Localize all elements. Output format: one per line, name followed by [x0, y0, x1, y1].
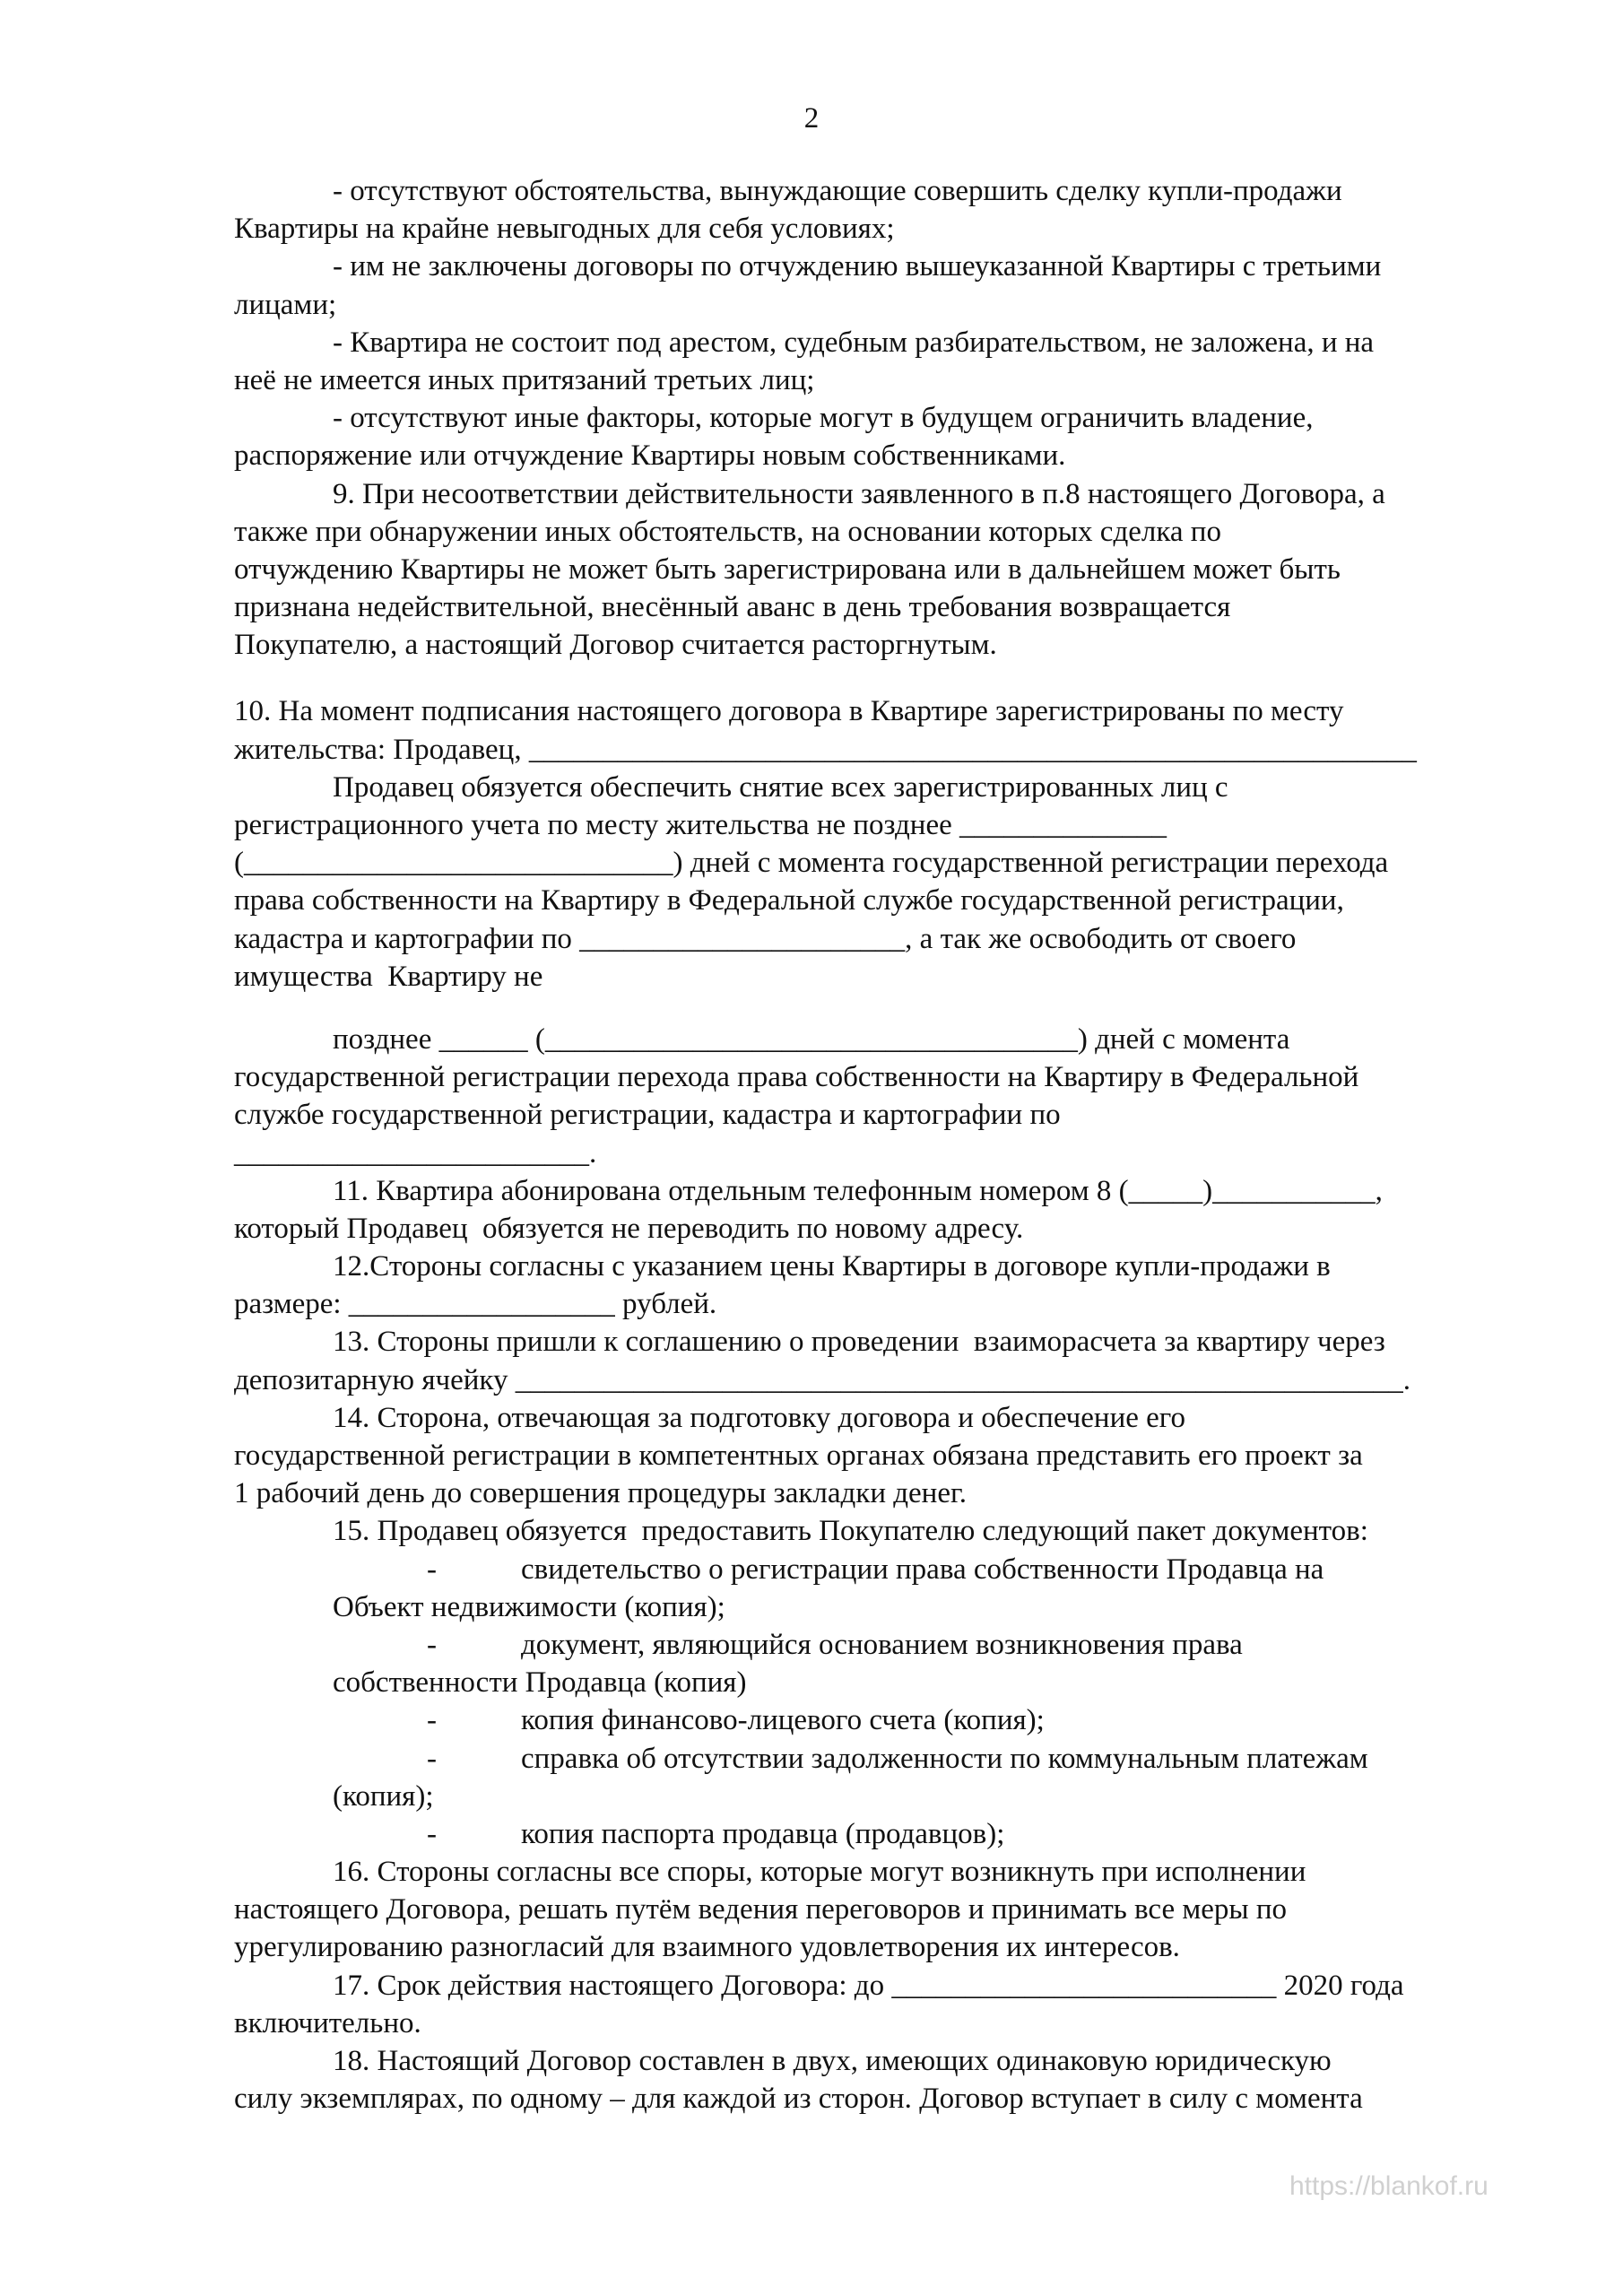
paragraph-gap [234, 996, 1507, 1021]
list-dash: - [427, 1742, 437, 1775]
clause-14-line: 14. Сторона, отвечающая за подготовку договора и обеспечение его [333, 1401, 1185, 1434]
clause-13-line: депозитарную ячейку ____________________________________________________________. [234, 1363, 1410, 1396]
clause-11-line: который Продавец обязуется не переводить по новому адресу. [234, 1212, 1024, 1245]
clause-14-line: государственной регистрации в компетентных органах обязана представить его проект за [234, 1439, 1363, 1472]
text-line: распоряжение или отчуждение Квартиры новым собственниками. [234, 439, 1066, 473]
list-item-text: свидетельство о регистрации права собственности Продавца на [521, 1552, 1324, 1586]
clause-18-line: силу экземплярах, по одному – для каждой из сторон. Договор вступает в силу с момента [234, 2083, 1363, 2116]
clause-10-line: жительства: Продавец, ____________________________________________________________ [234, 733, 1417, 766]
text-line: - отсутствуют иные факторы, которые могут в будущем ограничить владение, [333, 402, 1314, 435]
clause-10-line: государственной регистрации перехода права собственности на Квартиру в Федеральной [234, 1061, 1359, 1094]
list-item-continuation: Объект недвижимости (копия); [333, 1590, 725, 1623]
text-line: неё не имеется иных притязаний третьих лиц; [234, 363, 815, 396]
text-line: лицами; [234, 288, 337, 321]
list-item-continuation: (копия); [333, 1779, 434, 1813]
clause-9-line: также при обнаружении иных обстоятельств, на основании которых сделка по [234, 515, 1221, 548]
clause-10-line: имущества Квартиру не [234, 960, 543, 993]
text-line: - отсутствуют обстоятельства, вынуждающие совершить сделку купли-продажи [333, 175, 1342, 207]
clause-9-line: 9. При несоответствии действительности заявленного в п.8 настоящего Договора, а [333, 477, 1385, 510]
document-list-item [234, 1701, 1507, 1739]
list-item-text: справка об отсутствии задолженности по коммунальным платежам [521, 1742, 1368, 1775]
clause-9-line: Покупателю, а настоящий Договор считается расторгнутым. [234, 629, 997, 662]
clause-10-line: ________________________. [234, 1136, 597, 1170]
list-dash: - [427, 1628, 437, 1661]
clause-16-line: урегулированию разногласий для взаимного удовлетворения их интересов. [234, 1931, 1180, 1964]
clause-12-line: размере: __________________ рублей. [234, 1288, 717, 1321]
document-list-item [234, 1551, 1507, 1588]
clause-13-line: 13. Стороны пришли к соглашению о проведении взаиморасчета за квартиру через [333, 1326, 1385, 1359]
clause-10-line: Продавец обязуется обеспечить снятие всех зарегистрированных лиц с [333, 770, 1228, 804]
clause-16-line: 16. Стороны согласны все споры, которые могут возникнуть при исполнении [333, 1856, 1306, 1889]
text-line: - им не заключены договоры по отчуждению вышеуказанной Квартиры с третьими [333, 250, 1382, 283]
list-dash: - [427, 1552, 437, 1586]
clause-15-line: 15. Продавец обязуется предоставить Покупателю следующий пакет документов: [333, 1515, 1368, 1548]
list-dash: - [427, 1704, 437, 1737]
document-list-item [234, 1815, 1507, 1853]
contract-text [234, 172, 1507, 2118]
document-list-item [234, 1740, 1507, 1778]
list-item-text: копия финансово-лицевого счета (копия); [521, 1704, 1045, 1737]
watermark-url: https://blankof.ru [1289, 2171, 1488, 2201]
list-item-text: документ, являющийся основанием возникновения права [521, 1628, 1243, 1661]
list-item-continuation: собственности Продавца (копия) [333, 1666, 747, 1700]
clause-10-line: кадастра и картографии по ______________________, а так же освободить от своего [234, 922, 1297, 955]
clause-10-line: позднее ______ (____________________________________) дней с момента [333, 1022, 1290, 1056]
text-line: - Квартира не состоит под арестом, судебным разбирательством, не заложена, и на [333, 326, 1375, 359]
paragraph-gap [234, 664, 1507, 692]
clause-9-line: отчуждению Квартиры не может быть зарегистрирована или в дальнейшем может быть [234, 552, 1341, 586]
clause-12-line: 12.Стороны согласны с указанием цены Квартиры в договоре купли-продажи в [333, 1250, 1331, 1283]
document-list-item [234, 1626, 1507, 1664]
text-line: Квартиры на крайне невыгодных для себя условиях; [234, 213, 895, 246]
clause-10-line: службе государственной регистрации, кадастра и картографии по [234, 1099, 1061, 1132]
clause-17-line: включительно. [234, 2006, 421, 2039]
list-item-text: копия паспорта продавца (продавцов); [521, 1817, 1005, 1850]
clause-10-line: 10. На момент подписания настоящего договора в Квартире зарегистрированы по месту [234, 695, 1344, 728]
clause-14-line: 1 рабочий день до совершения процедуры закладки денег. [234, 1477, 968, 1510]
clause-11-line: 11. Квартира абонирована отдельным телефонным номером 8 (_____)___________, [333, 1174, 1383, 1207]
page-number: 2 [803, 102, 820, 135]
list-dash: - [427, 1817, 437, 1850]
clause-18-line: 18. Настоящий Договор составлен в двух, имеющих одинаковую юридическую [333, 2045, 1332, 2077]
clause-10-line: регистрационного учета по месту жительства не позднее ______________ [234, 809, 1167, 841]
clause-10-line: права собственности на Квартиру в Федеральной службе государственной регистрации, [234, 884, 1344, 918]
clause-10-line: (_____________________________) дней с момента государственной регистрации перехода [234, 847, 1389, 880]
clause-16-line: настоящего Договора, решать путём ведения переговоров и принимать все меры по [234, 1893, 1287, 1926]
clause-17-line: 17. Срок действия настоящего Договора: до __________________________ 2020 года [333, 1969, 1404, 2002]
clause-9-line: признана недействительной, внесённый аванс в день требования возвращается [234, 591, 1231, 624]
